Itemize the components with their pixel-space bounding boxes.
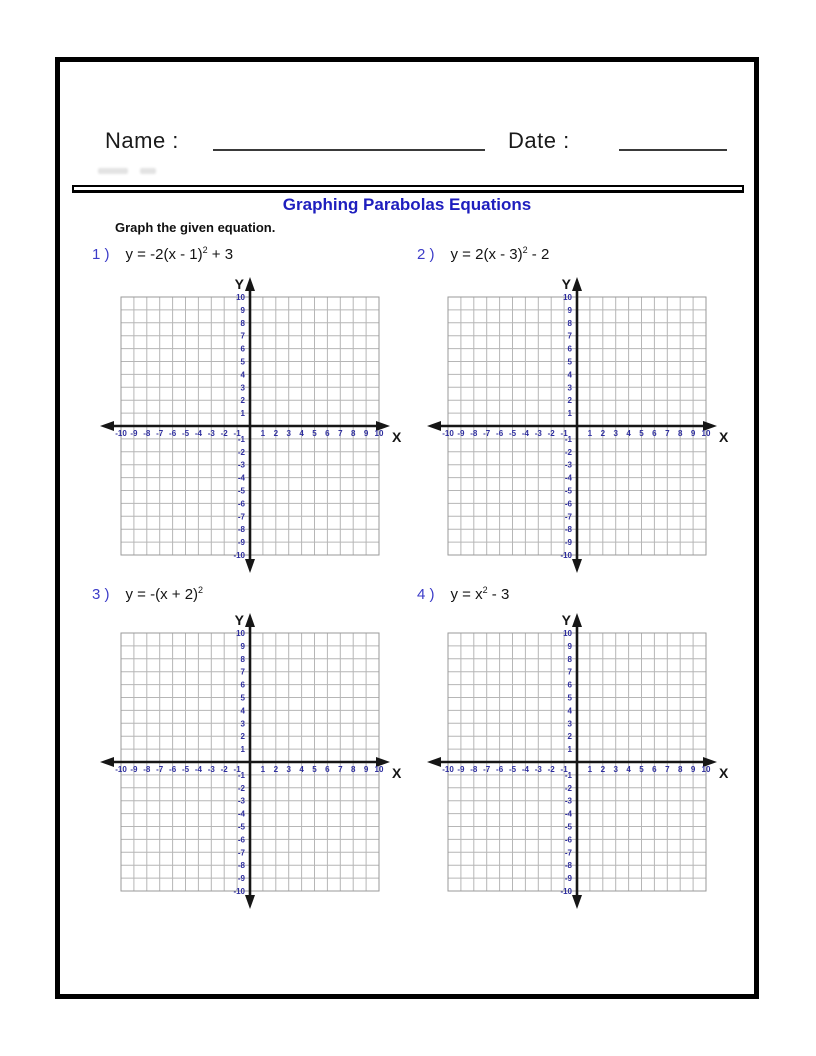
x-tick-label: 1: [260, 765, 266, 774]
y-tick-label: 7: [240, 667, 245, 677]
x-tick-label: -8: [143, 429, 151, 438]
equation-exponent: 2: [522, 245, 528, 255]
x-tick-label: 1: [260, 429, 266, 438]
x-tick-label: -6: [496, 765, 504, 774]
y-tick-label: 7: [567, 331, 572, 341]
x-tick-label: 6: [652, 429, 657, 438]
equation-text: y = -(x + 2): [125, 586, 199, 603]
x-tick-label: 6: [325, 765, 330, 774]
x-axis-label: X: [392, 765, 402, 781]
x-tick-label: 2: [600, 765, 606, 774]
equation-exponent: 2: [482, 585, 488, 595]
x-tick-label: 4: [299, 429, 304, 438]
x-tick-label: -1: [560, 765, 568, 774]
date-blank-line: [619, 149, 727, 151]
x-tick-label: -7: [156, 429, 164, 438]
y-tick-label: 1: [567, 745, 572, 755]
x-tick-label: -2: [220, 765, 228, 774]
y-tick-label: 4: [240, 370, 245, 380]
axes: [427, 277, 717, 573]
arrow-up-icon: [572, 613, 582, 627]
y-tick-label: 10: [236, 629, 245, 638]
y-axis-label: Y: [561, 612, 571, 628]
y-tick-label: -8: [237, 861, 245, 871]
y-tick-label: -6: [237, 499, 245, 509]
problem-1-graph: [90, 275, 410, 575]
x-tick-label: 1: [587, 765, 593, 774]
arrow-down-icon: [572, 895, 582, 909]
y-tick-label: -7: [564, 848, 572, 858]
y-tick-label: -7: [237, 848, 245, 858]
y-tick-label: 3: [567, 383, 572, 393]
x-axis-label: X: [719, 429, 729, 445]
y-tick-label: -5: [237, 486, 245, 496]
x-tick-label: 7: [665, 765, 670, 774]
x-tick-label: -8: [470, 765, 478, 774]
arrow-down-icon: [245, 559, 255, 573]
y-tick-label: 4: [567, 706, 572, 716]
x-tick-label: 4: [626, 429, 631, 438]
x-tick-label: 6: [652, 765, 657, 774]
x-tick-label: -3: [207, 429, 215, 438]
y-tick-label: -2: [237, 783, 245, 793]
axes: [427, 613, 717, 909]
y-tick-label: -3: [564, 460, 572, 470]
date-label: Date :: [508, 128, 570, 153]
y-tick-label: 6: [567, 680, 572, 690]
y-tick-label: -5: [564, 486, 572, 496]
y-tick-label: -8: [564, 525, 572, 535]
y-tick-label: -2: [564, 447, 572, 457]
x-tick-label: -8: [470, 429, 478, 438]
x-tick-label: -9: [457, 765, 465, 774]
y-tick-label: 5: [567, 357, 572, 367]
coordinate-grid: [90, 275, 410, 575]
y-tick-label: -5: [564, 822, 572, 832]
x-tick-label: -7: [483, 765, 491, 774]
equation-text: y = 2(x - 3): [450, 246, 523, 263]
x-tick-label: -2: [547, 765, 555, 774]
y-tick-label: -8: [237, 525, 245, 535]
x-tick-label: 10: [701, 765, 711, 774]
y-tick-label: -10: [233, 887, 245, 896]
y-tick-label: 8: [240, 654, 245, 664]
y-tick-label: 1: [240, 409, 245, 419]
x-tick-label: 3: [286, 765, 291, 774]
x-tick-label: -1: [560, 429, 568, 438]
x-tick-label: -3: [207, 765, 215, 774]
x-tick-label: 10: [374, 765, 384, 774]
y-tick-label: 9: [240, 305, 245, 315]
x-tick-label: 2: [600, 429, 606, 438]
x-tick-label: -2: [547, 429, 555, 438]
equation-text: y = -2(x - 1): [125, 246, 203, 263]
y-tick-label: -8: [564, 861, 572, 871]
problem-2-graph: [417, 275, 737, 575]
x-tick-label: -5: [508, 429, 517, 438]
y-tick-label: 5: [240, 357, 245, 367]
arrow-up-icon: [572, 277, 582, 291]
problem-2-number: 2 ): [417, 246, 435, 263]
y-tick-label: -3: [564, 796, 572, 806]
y-tick-label: 1: [567, 409, 572, 419]
y-axis-label: Y: [561, 276, 571, 292]
problem-4-graph: [417, 611, 737, 911]
equation-tail: + 3: [207, 246, 234, 263]
y-tick-label: 6: [240, 680, 245, 690]
x-axis-label: X: [392, 429, 402, 445]
coordinate-grid: [90, 611, 410, 911]
axes: [100, 613, 390, 909]
y-tick-label: 6: [240, 344, 245, 354]
x-tick-label: -5: [181, 429, 190, 438]
x-tick-label: 3: [286, 429, 291, 438]
x-axis-label: X: [719, 765, 729, 781]
arrow-left-icon: [100, 421, 114, 431]
x-tick-label: 6: [325, 429, 330, 438]
y-tick-label: 3: [240, 719, 245, 729]
equation-tail: - 3: [487, 586, 510, 603]
problem-4-number: 4 ): [417, 586, 435, 603]
x-tick-label: 2: [273, 429, 279, 438]
y-tick-label: 8: [567, 654, 572, 664]
y-tick-label: -2: [564, 783, 572, 793]
y-tick-label: 5: [567, 693, 572, 703]
x-tick-label: -10: [115, 429, 127, 438]
problem-3-graph: [90, 611, 410, 911]
arrow-left-icon: [427, 757, 441, 767]
coordinate-grid: [417, 611, 737, 911]
arrow-left-icon: [427, 421, 441, 431]
faded-print-artifact: [98, 168, 128, 174]
problem-1-equation: [92, 246, 233, 263]
y-tick-label: 2: [567, 732, 572, 742]
x-tick-label: 10: [374, 429, 384, 438]
x-tick-label: 9: [690, 429, 696, 438]
y-tick-label: 10: [236, 293, 245, 302]
y-tick-label: -4: [237, 473, 245, 483]
y-tick-label: -9: [564, 538, 572, 548]
x-tick-label: 8: [677, 429, 683, 438]
y-tick-label: 9: [567, 305, 572, 315]
y-tick-label: 3: [240, 383, 245, 393]
y-tick-label: -6: [564, 835, 572, 845]
x-tick-label: 10: [701, 429, 711, 438]
x-tick-label: -5: [181, 765, 190, 774]
y-tick-label: 7: [567, 667, 572, 677]
y-tick-label: 9: [567, 641, 572, 651]
x-tick-label: 8: [350, 765, 356, 774]
faded-print-artifact: [140, 168, 156, 174]
x-tick-label: -3: [534, 765, 542, 774]
x-tick-label: 9: [363, 765, 369, 774]
y-tick-label: -10: [560, 551, 572, 560]
y-tick-label: -4: [564, 809, 572, 819]
y-tick-label: 10: [563, 293, 572, 302]
x-tick-label: -7: [483, 429, 491, 438]
arrow-up-icon: [245, 613, 255, 627]
x-tick-label: -4: [194, 765, 202, 774]
x-tick-label: -4: [521, 765, 529, 774]
coordinate-grid: [417, 275, 737, 575]
instruction-text: Graph the given equation.: [115, 220, 276, 235]
y-tick-label: -1: [237, 434, 245, 444]
name-blank-line: [213, 149, 485, 151]
y-tick-label: 6: [567, 344, 572, 354]
problem-3-equation: [92, 586, 203, 603]
x-tick-label: -6: [496, 429, 504, 438]
x-tick-label: 7: [338, 429, 343, 438]
y-tick-label: -9: [237, 538, 245, 548]
y-tick-label: -2: [237, 447, 245, 457]
problem-4-equation: [417, 586, 509, 603]
y-tick-label: 8: [567, 318, 572, 328]
x-tick-label: -4: [194, 429, 202, 438]
y-tick-label: -4: [237, 809, 245, 819]
y-tick-label: -1: [564, 434, 572, 444]
y-tick-label: -7: [237, 512, 245, 522]
y-tick-label: 2: [567, 396, 572, 406]
x-tick-label: 1: [587, 429, 593, 438]
arrow-down-icon: [572, 559, 582, 573]
y-tick-label: 10: [563, 629, 572, 638]
arrow-left-icon: [100, 757, 114, 767]
y-tick-label: -1: [564, 770, 572, 780]
y-axis-label: Y: [234, 612, 244, 628]
x-tick-label: 7: [665, 429, 670, 438]
problem-1-number: 1 ): [92, 246, 110, 263]
axes: [100, 277, 390, 573]
y-tick-label: 5: [240, 693, 245, 703]
page-border: [55, 57, 759, 999]
x-tick-label: -3: [534, 429, 542, 438]
x-tick-label: 8: [350, 429, 356, 438]
y-tick-label: 7: [240, 331, 245, 341]
x-tick-label: -10: [442, 429, 454, 438]
y-tick-label: -6: [564, 499, 572, 509]
x-tick-label: -9: [130, 429, 138, 438]
y-tick-label: -3: [237, 460, 245, 470]
y-tick-label: -5: [237, 822, 245, 832]
x-tick-label: -5: [508, 765, 517, 774]
x-tick-label: 9: [363, 429, 369, 438]
x-tick-label: 4: [299, 765, 304, 774]
y-tick-label: -9: [564, 874, 572, 884]
worksheet-title: Graphing Parabolas Equations: [282, 195, 532, 214]
x-tick-label: 5: [639, 429, 644, 438]
y-tick-label: -3: [237, 796, 245, 806]
y-tick-label: 2: [240, 732, 245, 742]
x-tick-label: 3: [613, 429, 618, 438]
y-tick-label: -9: [237, 874, 245, 884]
x-tick-label: -1: [233, 429, 241, 438]
y-tick-label: 9: [240, 641, 245, 651]
y-tick-label: 4: [240, 706, 245, 716]
x-tick-label: 8: [677, 765, 683, 774]
equation-exponent: 2: [202, 245, 208, 255]
x-tick-label: 5: [639, 765, 644, 774]
y-axis-label: Y: [234, 276, 244, 292]
x-tick-label: -8: [143, 765, 151, 774]
y-tick-label: -10: [560, 887, 572, 896]
equation-text: y = x: [450, 586, 483, 603]
divider-double-rule: [72, 185, 744, 193]
y-tick-label: 4: [567, 370, 572, 380]
x-tick-label: -6: [169, 765, 177, 774]
y-tick-label: 1: [240, 745, 245, 755]
x-tick-label: 2: [273, 765, 279, 774]
name-label: Name :: [105, 128, 179, 153]
x-tick-label: -10: [115, 765, 127, 774]
x-tick-label: -7: [156, 765, 164, 774]
x-tick-label: 9: [690, 765, 696, 774]
x-tick-label: -6: [169, 429, 177, 438]
x-tick-label: -9: [457, 429, 465, 438]
y-tick-label: 8: [240, 318, 245, 328]
x-tick-label: -10: [442, 765, 454, 774]
x-tick-label: 4: [626, 765, 631, 774]
problem-2-equation: [417, 246, 549, 263]
y-tick-label: -1: [237, 770, 245, 780]
y-tick-label: -10: [233, 551, 245, 560]
x-tick-label: -9: [130, 765, 138, 774]
y-tick-label: -7: [564, 512, 572, 522]
x-tick-label: 7: [338, 765, 343, 774]
y-tick-label: -4: [564, 473, 572, 483]
x-tick-label: -2: [220, 429, 228, 438]
equation-exponent: 2: [198, 585, 204, 595]
x-tick-label: 5: [312, 765, 317, 774]
x-tick-label: 5: [312, 429, 317, 438]
equation-tail: - 2: [527, 246, 550, 263]
y-tick-label: 3: [567, 719, 572, 729]
x-tick-label: -1: [233, 765, 241, 774]
y-tick-label: 2: [240, 396, 245, 406]
x-tick-label: 3: [613, 765, 618, 774]
arrow-down-icon: [245, 895, 255, 909]
x-tick-label: -4: [521, 429, 529, 438]
y-tick-label: -6: [237, 835, 245, 845]
problem-3-number: 3 ): [92, 586, 110, 603]
arrow-up-icon: [245, 277, 255, 291]
